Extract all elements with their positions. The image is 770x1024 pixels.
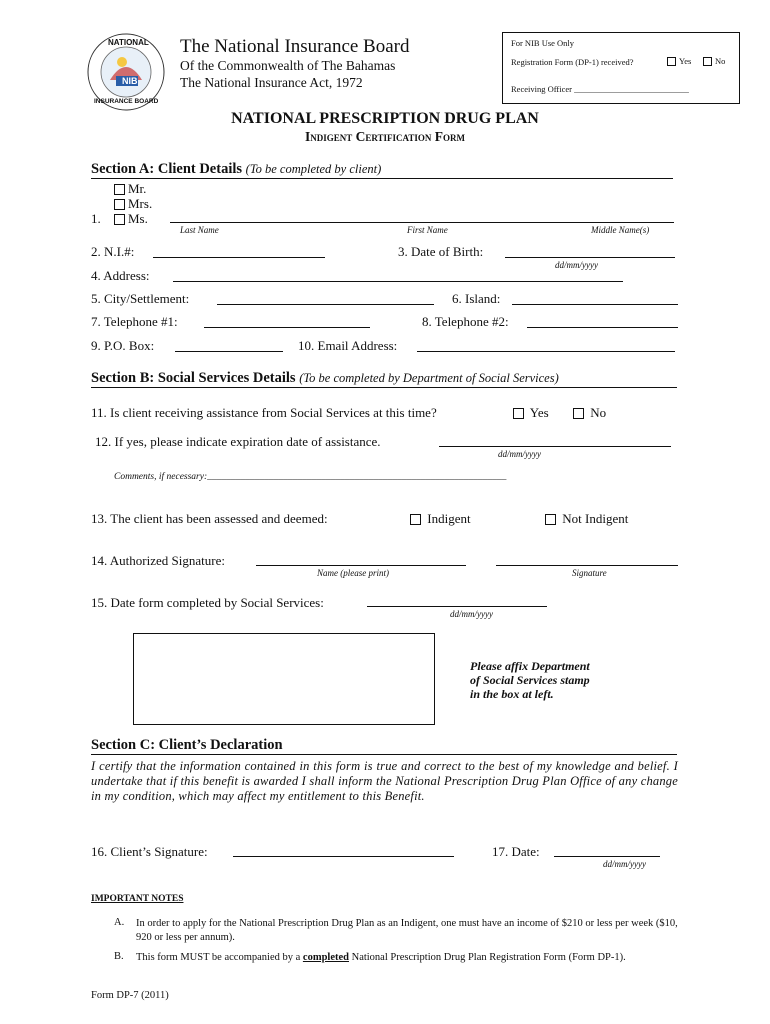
title-mrs-label: Mrs. <box>128 196 153 211</box>
checkbox[interactable] <box>410 514 421 525</box>
form-subtitle: Indigent Certification Form <box>304 129 466 144</box>
checkbox[interactable] <box>667 57 676 66</box>
checkbox[interactable] <box>513 408 524 419</box>
comments-field[interactable]: Comments, if necessary:_______________________________________________________________ <box>114 472 507 482</box>
pobox-field[interactable] <box>175 338 283 352</box>
q16-label: 16. Client’s Signature: <box>91 844 208 859</box>
note-b-emphasis: completed <box>302 952 349 963</box>
authorized-signature-field[interactable] <box>496 552 678 566</box>
q13-label: 13. The client has been assessed and deemed: <box>91 511 328 526</box>
q15-label: 15. Date form completed by Social Services: <box>91 595 324 610</box>
indigent-option[interactable] <box>410 511 471 527</box>
note-b-label: B. <box>114 951 124 962</box>
nib-logo <box>86 32 166 112</box>
not-indigent-label: Not Indigent <box>562 511 629 526</box>
expiration-date-format: dd/mm/yyyy <box>498 449 541 459</box>
dob-field[interactable] <box>505 244 675 258</box>
section-a-heading <box>91 161 673 179</box>
nib-use-box <box>502 32 740 104</box>
city-label: 5. City/Settlement: <box>91 291 190 306</box>
middle-name-label: Middle Name(s) <box>591 225 650 235</box>
nib-box-reg-label: Registration Form (DP-1) received? <box>511 57 634 67</box>
declaration-text: I certify that the information contained in this form is true and correct to the best of my knowledge and belief. I undertake that if this benefit is awarded I shall inform the National Prescription Drug Plan Office of any change in my condition, which may affect my entitlement to this Benefit. <box>91 759 678 803</box>
logo-text-bottom: INSURANCE BOARD <box>94 98 159 105</box>
client-date-field[interactable] <box>554 843 660 857</box>
email-field[interactable] <box>417 338 675 352</box>
section-b-note: (To be completed by Department of Social Services) <box>299 371 559 385</box>
email-label: 10. Email Address: <box>298 338 398 353</box>
nib-reg-yes-label: Yes <box>679 56 692 66</box>
section-a-note: (To be completed by client) <box>245 162 382 176</box>
logo-text-mid: NIB <box>122 76 138 86</box>
q11-no[interactable] <box>573 405 606 421</box>
checkbox[interactable] <box>114 184 125 195</box>
form-footer: Form DP-7 (2011) <box>91 990 169 1001</box>
section-c-title: Section C: Client’s Declaration <box>91 737 283 753</box>
first-name-label: First Name <box>407 225 448 235</box>
stamp-note <box>470 659 590 701</box>
address-field[interactable] <box>173 268 623 282</box>
q17-label: 17. Date: <box>492 844 540 859</box>
org-name: The National Insurance Board <box>180 36 410 57</box>
not-indigent-option[interactable] <box>545 511 628 527</box>
checkbox[interactable] <box>114 199 125 210</box>
org-line3: The National Insurance Act, 1972 <box>180 75 363 90</box>
stamp-note-line-3: in the box at left. <box>470 687 554 701</box>
island-label: 6. Island: <box>452 291 501 306</box>
client-signature-field[interactable] <box>233 843 454 857</box>
tel1-field[interactable] <box>204 314 370 328</box>
completed-date-field[interactable] <box>367 593 547 607</box>
section-b-title: Section B: Social Services Details <box>91 370 296 386</box>
authorized-name-field[interactable] <box>256 552 466 566</box>
title-ms[interactable] <box>114 211 148 227</box>
stamp-box[interactable] <box>133 633 435 725</box>
name-field[interactable] <box>170 209 674 223</box>
expiration-date-field[interactable] <box>439 433 671 447</box>
org-line2: Of the Commonwealth of The Bahamas <box>180 58 396 73</box>
q1-number: 1. <box>91 211 101 226</box>
nib-reg-no[interactable] <box>703 56 725 67</box>
checkbox[interactable] <box>703 57 712 66</box>
title-mr-label: Mr. <box>128 181 147 196</box>
address-label: 4. Address: <box>91 268 150 283</box>
tel1-label: 7. Telephone #1: <box>91 314 178 329</box>
note-b-post: National Prescription Drug Plan Registration Form (Form DP-1). <box>351 952 626 963</box>
nib-reg-yes[interactable] <box>667 56 691 67</box>
ni-label: 2. N.I.#: <box>91 244 135 259</box>
nib-box-officer[interactable]: Receiving Officer ___________________________ <box>511 84 689 94</box>
pobox-label: 9. P.O. Box: <box>91 338 155 353</box>
nib-box-title: For NIB Use Only <box>511 38 575 48</box>
note-a-label: A. <box>114 917 125 928</box>
island-field[interactable] <box>512 291 678 305</box>
section-b-heading <box>91 370 677 388</box>
q14-label: 14. Authorized Signature: <box>91 553 225 568</box>
nib-reg-no-label: No <box>715 56 726 66</box>
checkbox[interactable] <box>114 214 125 225</box>
checkbox[interactable] <box>545 514 556 525</box>
title-mr[interactable] <box>114 181 146 197</box>
notes-heading: IMPORTANT NOTES <box>91 894 184 904</box>
city-field[interactable] <box>217 291 434 305</box>
form-title: NATIONAL PRESCRIPTION DRUG PLAN <box>231 110 539 127</box>
ni-field[interactable] <box>153 244 325 258</box>
note-b-pre: This form MUST be accompanied by a <box>136 952 301 963</box>
indigent-label: Indigent <box>427 511 471 526</box>
title-mrs[interactable] <box>114 196 152 212</box>
signature-label: Signature <box>572 568 607 578</box>
stamp-note-line-2: of Social Services stamp <box>470 673 590 687</box>
logo-text-top: NATIONAL <box>108 38 149 47</box>
q11-label: 11. Is client receiving assistance from Social Services at this time? <box>91 405 437 420</box>
dob-label: 3. Date of Birth: <box>398 244 484 259</box>
completed-date-format: dd/mm/yyyy <box>450 609 493 619</box>
client-date-format: dd/mm/yyyy <box>603 859 646 869</box>
checkbox[interactable] <box>573 408 584 419</box>
q11-no-label: No <box>590 405 607 420</box>
note-a-text: In order to apply for the National Prescription Drug Plan as an Indigent, one must have an income of $210 or less per week ($10, 920 or less per annum). <box>136 918 678 943</box>
q11-yes[interactable] <box>513 405 549 421</box>
q11-yes-label: Yes <box>529 405 549 420</box>
tel2-label: 8. Telephone #2: <box>422 314 509 329</box>
dob-format: dd/mm/yyyy <box>555 260 598 270</box>
note-b-text <box>136 951 679 965</box>
name-print-label: Name (please print) <box>317 568 389 578</box>
section-c-heading <box>91 737 677 755</box>
tel2-field[interactable] <box>527 314 678 328</box>
q12-label: 12. If yes, please indicate expiration date of assistance. <box>95 434 381 449</box>
section-a-title: Section A: Client Details <box>91 161 243 177</box>
title-ms-label: Ms. <box>128 211 148 226</box>
stamp-note-line-1: Please affix Department <box>470 659 590 673</box>
last-name-label: Last Name <box>180 225 219 235</box>
